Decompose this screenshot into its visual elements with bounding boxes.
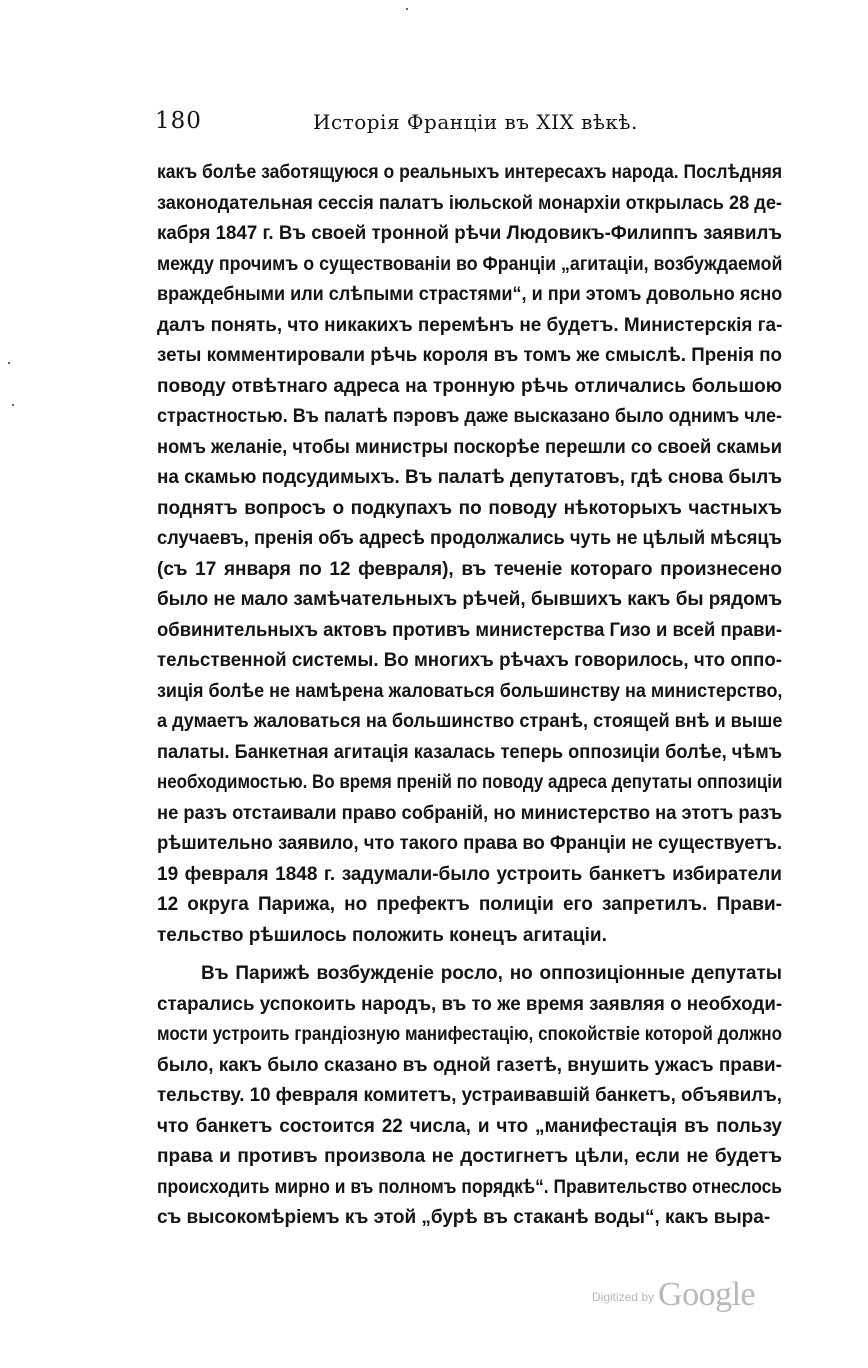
scan-speck: [8, 362, 10, 364]
text-line: номъ желаніе, чтобы министры поскорѣе перешли со своей скамьи: [157, 436, 782, 458]
text-line: зиція болѣе не намѣрена жаловаться большинству на министерство,: [157, 680, 783, 702]
text-line: какъ болѣе заботящуюся о реальныхъ интересахъ народа. Послѣдняя: [157, 162, 783, 183]
text-line: страстностью. Въ палатѣ пэровъ даже высказано было однимъ чле-: [157, 406, 782, 427]
text-line: далъ понять, что никакихъ перемѣнъ не будетъ. Министерскія га-: [157, 314, 783, 336]
text-line: не разъ отстаивали право собраній, но министерство на этотъ разъ: [157, 802, 783, 824]
paragraph-gap: [157, 951, 782, 959]
running-title: Исторія Франціи въ XIX вѣкѣ.: [313, 110, 638, 134]
text-line: происходить мирно и въ полномъ порядкѣ“. Правительство отнеслось: [157, 1176, 782, 1198]
page-number: 180: [155, 108, 202, 134]
text-line: кабря 1847 г. Въ своей тронной рѣчи Людовикъ-Филиппъ заявилъ: [157, 223, 782, 244]
text-line: поднятъ вопросъ о подкупахъ по поводу нѣкоторыхъ частныхъ: [157, 497, 782, 519]
text-line: (съ 17 января по 12 февраля), въ теченіе котораго произнесено: [157, 558, 782, 580]
text-line: съ высокомѣріемъ къ этой „бурѣ въ стаканѣ воды“, какъ выра-: [157, 1207, 771, 1228]
text-line: на скамью подсудимыхъ. Въ палатѣ депутатовъ, гдѣ снова былъ: [157, 467, 782, 488]
text-line: мости устроить грандіозную манифестацію, спокойствіе которой должно: [157, 1024, 782, 1045]
google-logo: Google: [658, 1276, 756, 1313]
text-line: между прочимъ о существованіи во Франціи „агитаціи, возбуждаемой: [157, 253, 783, 275]
text-line: враждебными или слѣпыми страстями“, и при этомъ довольно ясно: [157, 284, 783, 305]
text-line: 12 округа Парижа, но префектъ полиціи его запретилъ. Прави-: [157, 894, 782, 915]
digitized-by-google-watermark: [592, 1276, 755, 1314]
text-line: а думаетъ жаловаться на большинство странѣ, стоящей внѣ и выше: [157, 711, 783, 732]
text-line: права и противъ произвола не достигнетъ цѣли, если не будетъ: [157, 1146, 782, 1167]
text-line: обвинительныхъ актовъ противъ министерства Гизо и всей прави-: [157, 619, 783, 641]
text-line: палаты. Банкетная агитація казалась теперь оппозиціи болѣе, чѣмъ: [157, 741, 782, 763]
text-line: зеты комментировали рѣчь короля въ томъ же смыслѣ. Пренія по: [157, 345, 782, 366]
text-line: рѣшительно заявило, что такого права во Франціи не существуетъ.: [157, 833, 782, 854]
text-line: случаевъ, пренія объ адресѣ продолжались чуть не цѣлый мѣсяцъ: [157, 528, 783, 549]
body-text: [157, 158, 782, 1234]
text-line: что банкетъ состоится 22 числа, и что „манифестація въ пользу: [157, 1115, 782, 1137]
text-line: 19 февраля 1848 г. задумали-было устроить банкетъ избиратели: [157, 863, 782, 885]
text-line: старались успокоить народъ, въ то же время заявляя о необходи-: [157, 993, 783, 1015]
text-line: тельство рѣшилось положить конецъ агитаціи.: [157, 924, 607, 946]
text-line: поводу отвѣтнаго адреса на тронную рѣчь отличались большою: [157, 375, 782, 397]
scan-speck: [12, 404, 14, 406]
text-line: Въ Парижѣ возбужденіе росло, но оппозиціонные депутаты: [201, 963, 782, 984]
text-line: тельству. 10 февраля комитетъ, устраивавшій банкетъ, объявилъ,: [157, 1085, 782, 1106]
paragraph: [157, 959, 782, 1234]
text-line: было не мало замѣчательныхъ рѣчей, бывшихъ какъ бы рядомъ: [157, 589, 783, 610]
text-line: необходимостью. Во время преній по поводу адреса депутаты оппозиціи: [157, 772, 783, 793]
scan-speck: [406, 8, 408, 10]
page-header: [155, 108, 785, 144]
text-line: тельственной системы. Во многихъ рѣчахъ говорилось, что оппо-: [157, 650, 782, 671]
text-line: было, какъ было сказано въ одной газетѣ, внушить ужасъ прави-: [157, 1054, 782, 1076]
text-line: законодательная сессія палатъ іюльской монархіи открылась 28 де-: [157, 192, 782, 214]
watermark-prefix: Digitized by: [592, 1290, 655, 1304]
paragraph: [157, 158, 782, 951]
